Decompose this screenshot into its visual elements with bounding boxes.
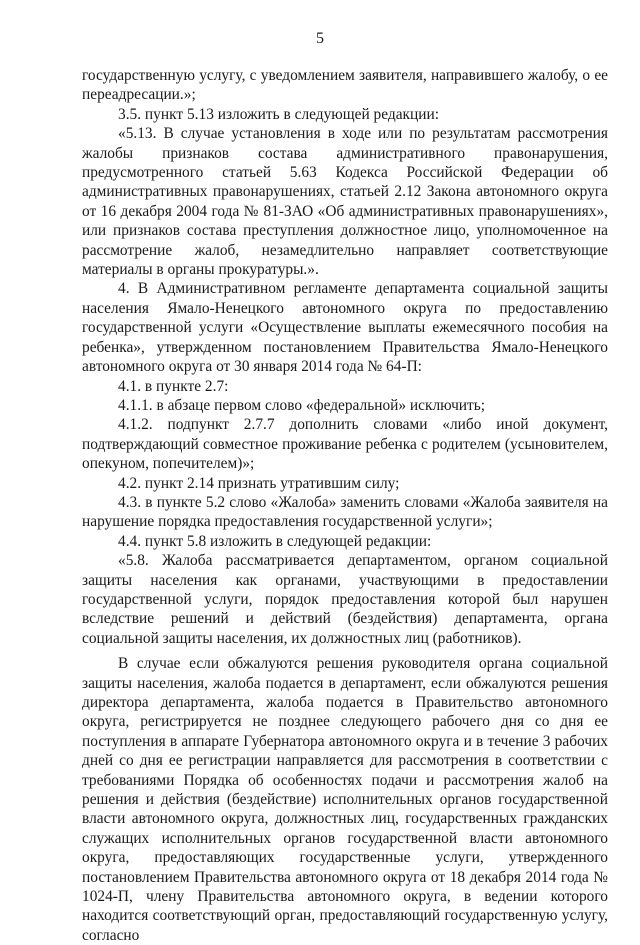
paragraph: 4.3. в пункте 5.2 слово «Жалоба» заменить словами «Жалоба заявителя на нарушение порядка предоставления государственной услуги»; <box>82 493 608 531</box>
paragraph: В случае если обжалуются решения руководителя органа социальной защиты населения, жалоба подается в департамент, если обжалуются решения директора департамента, жалоба подается в Правительство автономного округа, регистрируется не позднее следующего рабочего дня со дня ее поступления в аппарате Губернатора автономного округа и в течение 3 рабочих дней со дня ее регистрации направляется для рассмотрения в соответствии с требованиями Порядка об особенностях подачи и рассмотрения жалоб на решения и действия (бездействие) исполнительных органов государственной власти автономного округа, должностных лиц, государственных гражданских служащих исполнительных органов государственной власти автономного округа, предоставляющих государственные услуги, утвержденного постановлением Правительства автономного округа от 18 декабря 2014 года № 1024-П, члену Правительства автономного округа, в ведении которого находится соответствующий орган, предоставляющий государственную услугу, согласно <box>82 655 608 944</box>
paragraph: 4.1.2. подпункт 2.7.7 дополнить словами «либо иной документ, подтверждающий совместное проживание ребенка с родителем (усыновителем, опекуном, попечителем)»; <box>82 416 608 473</box>
document-body <box>82 66 608 945</box>
paragraph: 4.2. пункт 2.14 признать утратившим силу; <box>118 474 400 492</box>
paragraph: 4.1.1. в абзаце первом слово «федеральной» исключить; <box>118 396 486 414</box>
paragraph: 3.5. пункт 5.13 изложить в следующей редакции: <box>118 105 439 123</box>
paragraph: 4.1. в пункте 2.7: <box>118 377 229 395</box>
paragraph: «5.13. В случае установления в ходе или по результатам рассмотрения жалобы признаков состава административного правонарушения, предусмотренного статьей 5.63 Кодекса Российской Федерации об административных правонарушениях, статьей 2.12 Закона автономного округа от 16 декабря 2004 года № 81-ЗАО «Об административных правонарушениях», или признаков состава преступления должностное лицо, уполномоченное на рассмотрение жалоб, незамедлительно направляет соответствующие материалы в органы прокуратуры.». <box>82 125 608 279</box>
paragraph: 4.4. пункт 5.8 изложить в следующей редакции: <box>118 532 432 550</box>
page-number: 5 <box>316 30 324 47</box>
paragraph: государственную услугу, с уведомлением заявителя, направившего жалобу, о ее переадресации.»; <box>82 67 608 104</box>
paragraph: «5.8. Жалоба рассматривается департаментом, органом социальной защиты населения как органами, участвующими в предоставлении государственной услуги, порядок предоставления которой был нарушен вследствие решений и действий (бездействия) департамента, органа социальной защиты населения, их должностных лиц (работников). <box>82 552 608 647</box>
paragraph: 4. В Административном регламенте департамента социальной защиты населения Ямало-Ненецкого автономного округа по предоставлению государственной услуги «Осуществление выплаты ежемесячного пособия на ребенка», утвержденном постановлением Правительства Ямало-Ненецкого автономного округа от 30 января 2014 года № 64-П: <box>82 280 608 376</box>
